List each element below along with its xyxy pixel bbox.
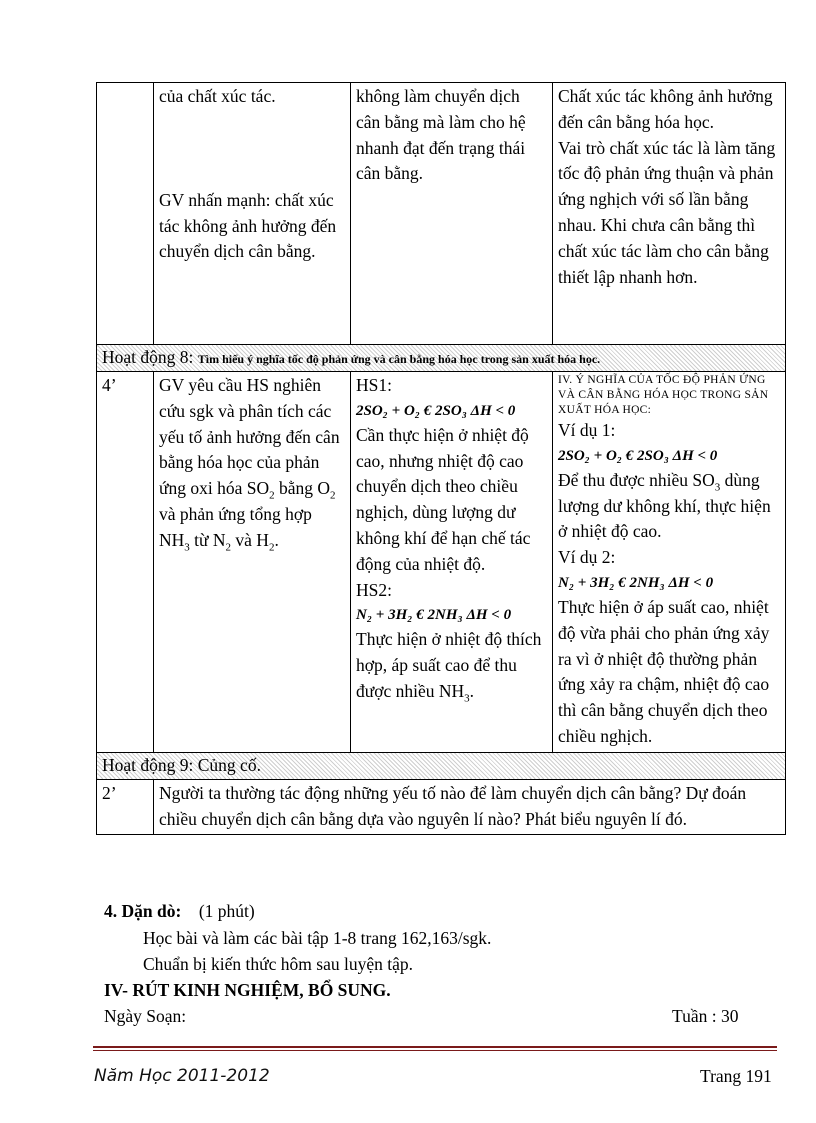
prep-date-label: Ngày Soạn: xyxy=(104,1006,187,1026)
activity-9-row xyxy=(97,779,786,835)
content-cell xyxy=(553,83,786,345)
content-heading: IV. Ý NGHĨA CỦA TỐC ĐỘ PHẢN ỨNG VÀ CÂN BẰNG HÓA HỌC TRONG SẢN XUẤT HÓA HỌC: xyxy=(558,374,769,416)
week-label: Tuần : 30 xyxy=(672,1006,739,1026)
homework-line-1: Học bài và làm các bài tập 1-8 trang 162,163/sgk. xyxy=(143,928,492,948)
example-2-text: Thực hiện ở áp suất cao, nhiệt độ vừa phải cho phản ứng xảy ra vì ở nhiệt độ thường phản ứng xảy ra chậm, nhiệt độ cao thì cân bằng chuyển dịch theo chiều nghịch. xyxy=(558,596,770,746)
activity-8-row xyxy=(97,372,786,753)
teacher-cell xyxy=(154,83,351,345)
activity-8-header-row xyxy=(97,345,786,372)
example-1-text: Để thu được nhiều $SO_3$ dùng lượng dư không khí, thực hiện ở nhiệt độ cao. xyxy=(558,469,771,542)
section-title: IV- RÚT KINH NGHIỆM, BỔ SUNG. xyxy=(104,980,391,1000)
equation-nh3: N₂ + 3H₂ € 2NH₃ ΔH < 0 xyxy=(356,607,512,624)
review-question-cell: Người ta thường tác động những yếu tố nào để làm chuyển dịch cân bằng? Dự đoán chiều chuyển dịch cân bằng dựa vào nguyên lí nào? Phát biểu nguyên lí đó. xyxy=(154,779,786,835)
activity-8-description: Tìm hiểu ý nghĩa tốc độ phản ứng và cân bằng hóa học trong sản xuất hóa học. xyxy=(197,352,601,366)
time-cell-8: 4’ xyxy=(97,372,154,753)
activity-8-header xyxy=(97,345,786,372)
content-text-2: Vai trò chất xúc tác là làm tăng tốc độ phản ứng thuận và phản ứng nghịch với số lần bằng nhau. Khi chưa cân bằng thì chất xúc tác làm cho cân bằng thiết lập nhanh hơn. xyxy=(558,137,776,287)
content-cell-8 xyxy=(553,372,786,753)
homework-line-2: Chuẩn bị kiến thức hôm sau luyện tập. xyxy=(143,954,413,974)
lesson-table xyxy=(96,82,786,835)
student-cell-8 xyxy=(351,372,553,753)
activity-9-header xyxy=(97,752,786,779)
hs1-label: HS1: xyxy=(356,375,392,395)
teacher-text-2: GV nhấn mạnh: chất xúc tác không ảnh hưởng đến chuyển dịch cân bằng. xyxy=(159,189,337,262)
activity-9-label: Hoạt động 9: Củng cố. xyxy=(102,754,261,775)
example-2-equation: N₂ + 3H₂ € 2NH₃ ΔH < 0 xyxy=(558,574,714,591)
hs2-label: HS2: xyxy=(356,579,392,600)
header-divider-bottom xyxy=(93,1050,777,1051)
example-1-label: Ví dụ 1: xyxy=(558,420,616,440)
hs2-answer: Thực hiện ở nhiệt độ thích hợp, áp suất cao để thu được nhiều $NH_3$. xyxy=(356,629,542,705)
example-1-equation: 2SO₂ + O₂ € 2SO₃ ΔH < 0 xyxy=(558,447,718,464)
student-cell: không làm chuyển dịch cân bằng mà làm cho hệ nhanh đạt đến trạng thái cân bằng. xyxy=(351,83,553,345)
activity-8-label: Hoạt động 8: xyxy=(102,347,194,367)
homework-heading: 4. Dặn dò: (1 phút) xyxy=(104,901,255,921)
teacher-text-1: của chất xúc tác. xyxy=(159,86,276,106)
content-text-1: Chất xúc tác không ảnh hưởng đến cân bằng hóa học. xyxy=(558,86,773,132)
footer-school-year: Năm Học 2011-2012 xyxy=(94,1066,270,1086)
teacher-cell-8: GV yêu cầu HS nghiên cứu sgk và phân tích các yếu tố ảnh hưởng đến cân bằng hóa học của phản ứng oxi hóa $SO_2$ bằng $O_2$ và phản ứng tổng hợp $NH_3$ từ $N_2$ và $H_2$. xyxy=(154,372,351,753)
footer-page-number: Trang 191 xyxy=(700,1066,772,1086)
table-row-continued xyxy=(97,83,786,345)
activity-9-header-row xyxy=(97,752,786,779)
equation-so2: 2SO₂ + O₂ € 2SO₃ ΔH < 0 xyxy=(356,402,516,419)
time-cell-9: 2’ xyxy=(97,779,154,835)
example-2-label: Ví dụ 2: xyxy=(558,547,616,568)
time-cell xyxy=(97,83,154,345)
hs1-answer: Cần thực hiện ở nhiệt độ cao, nhưng nhiệt độ cao chuyển dịch theo chiều nghịch, dùng lượng dư không khí để hạn chế tác động của nhiệt độ. xyxy=(356,424,531,574)
header-divider-top xyxy=(93,1046,777,1048)
